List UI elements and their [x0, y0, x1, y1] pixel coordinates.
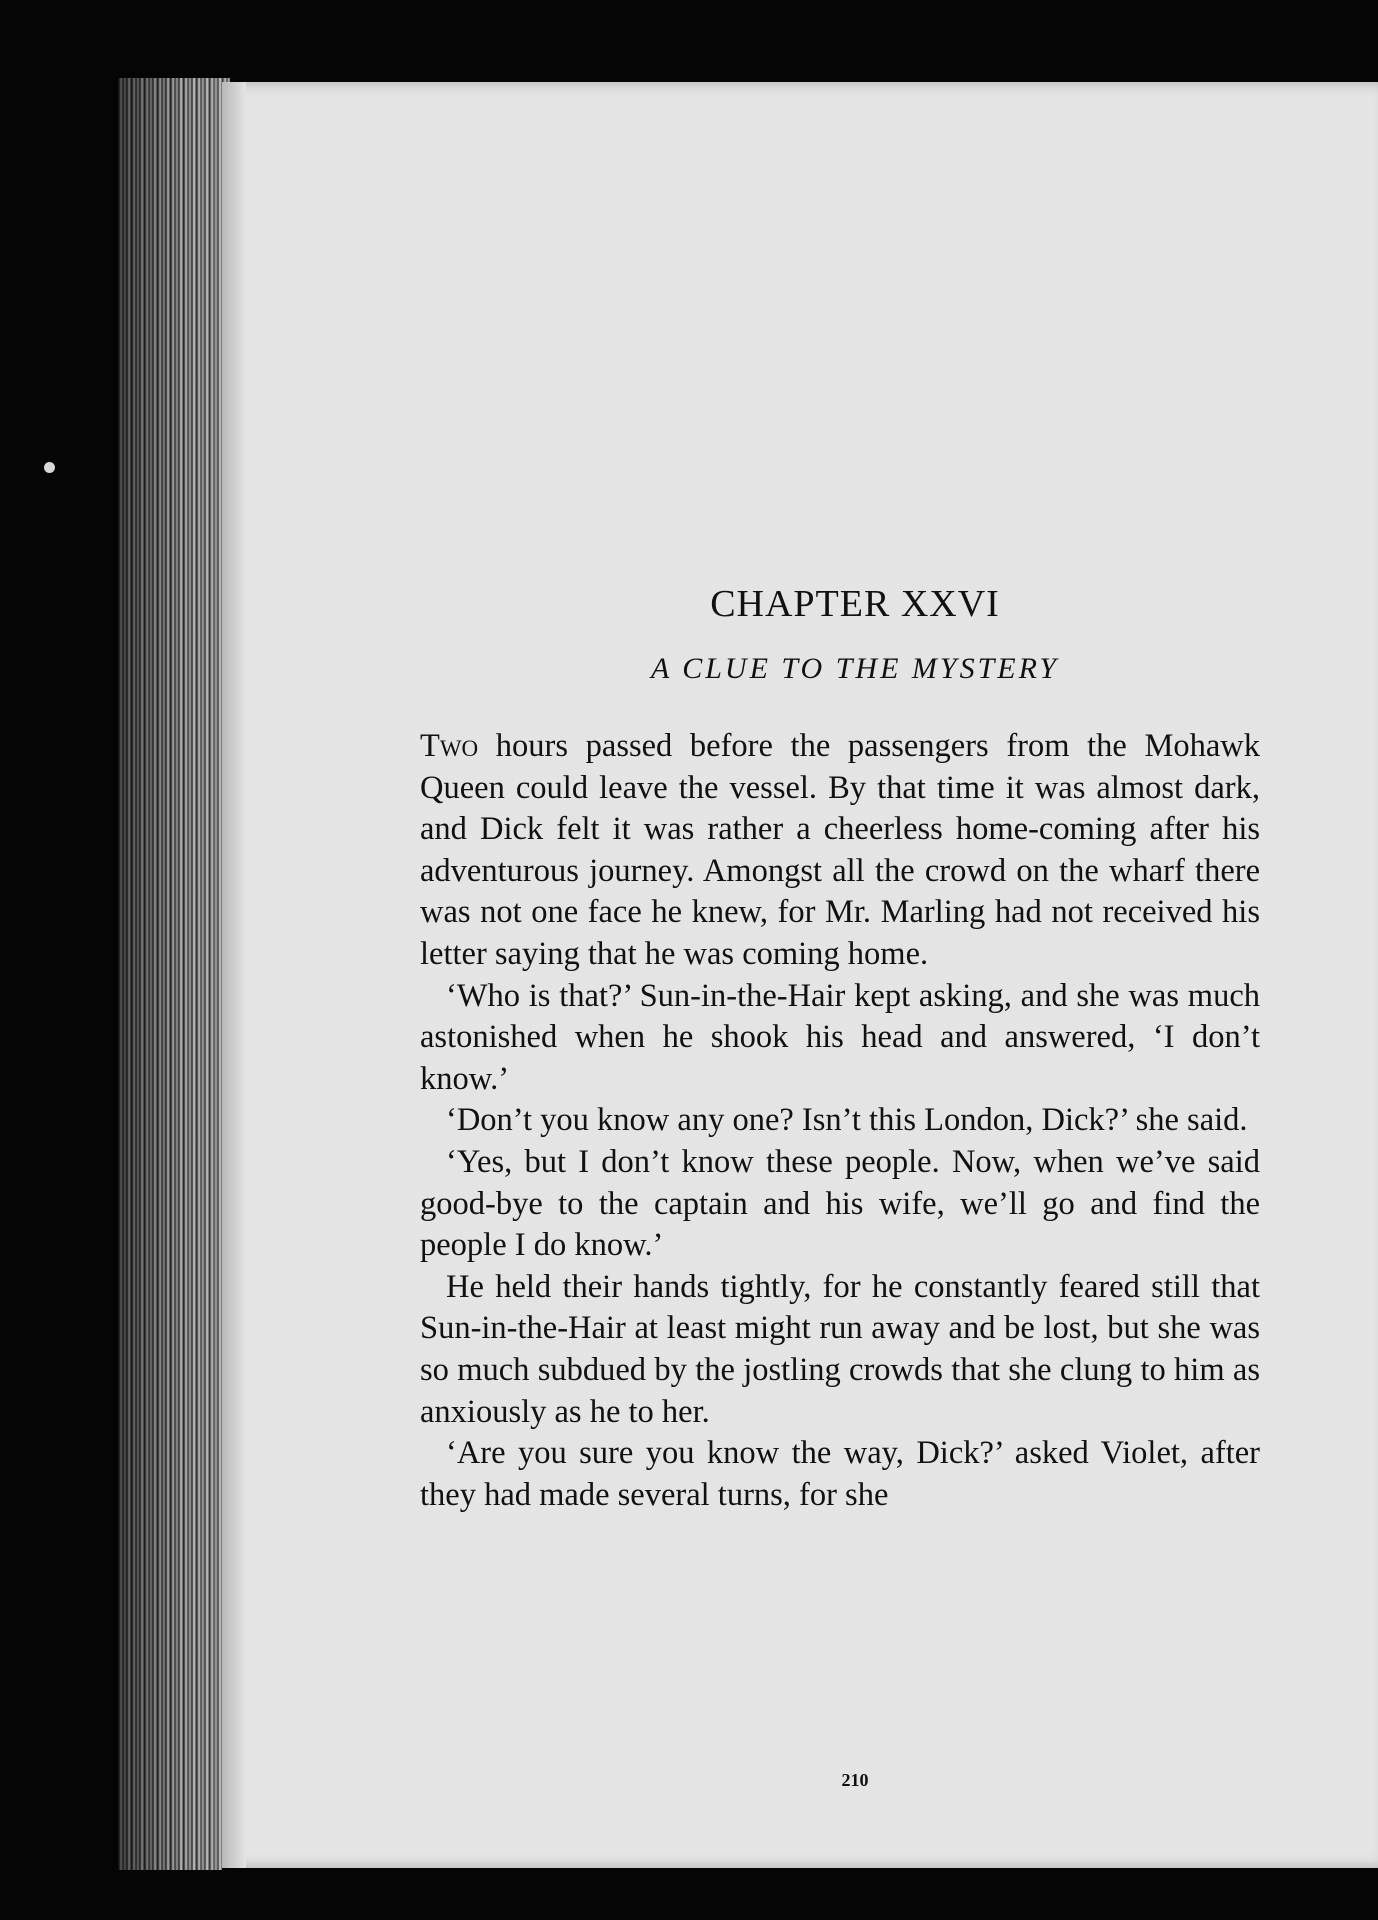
paragraph: ‘Who is that?’ Sun-in-the-Hair kept asking, and she was much astonished when he shook his head and answered, ‘I don’t know.’ — [420, 977, 1260, 1097]
text-block — [420, 582, 1260, 1790]
chapter-title: A CLUE TO THE MYSTERY — [650, 652, 1060, 685]
body-text — [420, 726, 1260, 1516]
page-number: 210 — [841, 1770, 869, 1790]
scan-speck — [44, 462, 55, 473]
paragraph: ‘Yes, but I don’t know these people. Now, when we’ve said good-bye to the captain and his wife, we’ll go and find the people I do know.’ — [420, 1143, 1260, 1264]
paragraph — [420, 726, 1260, 976]
chapter-heading: CHAPTER XXVI — [710, 583, 1000, 625]
book-page-edges — [118, 78, 230, 1870]
gutter-shadow — [222, 82, 246, 1868]
paragraph: He held their hands tightly, for he constantly feared still that Sun-in-the-Hair at least might run away and be lost, but she was so much subdued by the jostling crowds that she clung to him as anxiously as he to her. — [420, 1268, 1260, 1430]
scan-bottom-border — [222, 1868, 1378, 1920]
page-sheet — [222, 82, 1378, 1868]
opening-word: Two — [420, 728, 479, 764]
paragraph-text: hours passed before the passengers from the Mohawk Queen could leave the vessel. By that time it was almost dark, and Dick felt it was rather a cheerless home-coming after his adventurous journey. Amongst all the crowd on the wharf there was not one face he knew, for Mr. Marling had not received his letter saying that he was coming home. — [420, 728, 1260, 972]
paragraph: ‘Are you sure you know the way, Dick?’ asked Violet, after they had made several turns, for she — [420, 1435, 1260, 1513]
paragraph: ‘Don’t you know any one? Isn’t this London, Dick?’ she said. — [446, 1102, 1248, 1139]
